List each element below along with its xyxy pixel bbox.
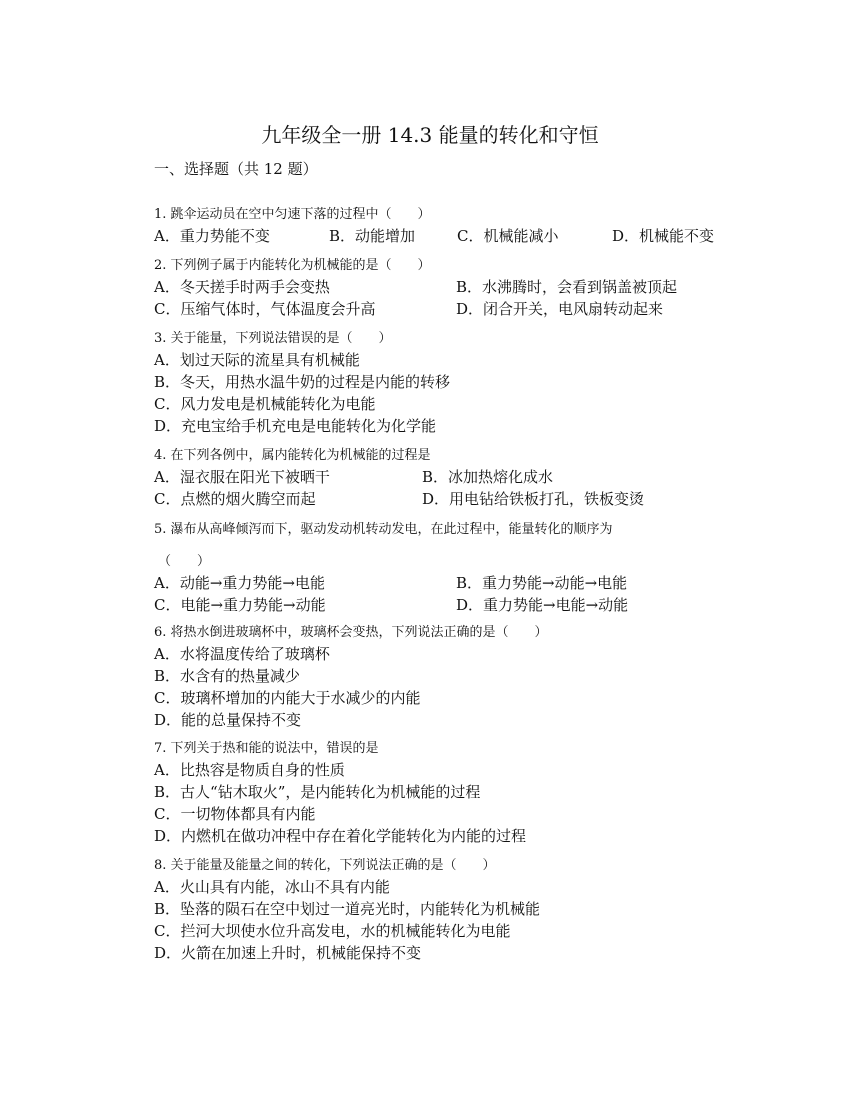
option-d: D．闭合开关，电风扇转动起来 bbox=[456, 300, 664, 318]
question-stem: 2. 下列例子属于内能转化为机械能的是（ ） bbox=[154, 258, 431, 273]
question-5 bbox=[154, 520, 754, 616]
option-c: C．电能→重力势能→动能 bbox=[154, 596, 326, 614]
option-row bbox=[154, 594, 754, 616]
option-row bbox=[154, 276, 754, 298]
question-stem-continued: （ ） bbox=[158, 554, 211, 569]
question-6 bbox=[154, 623, 754, 731]
option-c: C．风力发电是机械能转化为电能 bbox=[154, 395, 376, 413]
question-8 bbox=[154, 856, 754, 964]
option-a: A．湿衣服在阳光下被晒干 bbox=[154, 468, 330, 486]
option-d: D．充电宝给手机充电是电能转化为化学能 bbox=[154, 417, 437, 435]
option-a: A．火山具有内能，冰山不具有内能 bbox=[154, 878, 390, 896]
option-b: B．水沸腾时，会看到锅盖被顶起 bbox=[456, 278, 678, 296]
question-4 bbox=[154, 446, 754, 510]
option-a: A．动能→重力势能→电能 bbox=[154, 574, 325, 592]
question-stem: 7. 下列关于热和能的说法中，错误的是 bbox=[154, 741, 379, 756]
question-stem: 4. 在下列各例中，属内能转化为机械能的过程是 bbox=[154, 448, 431, 463]
option-a: A．比热容是物质自身的性质 bbox=[154, 761, 345, 779]
document-title: 九年级全一册 14.3 能量的转化和守恒 bbox=[261, 123, 599, 147]
option-d: D．重力势能→电能→动能 bbox=[456, 596, 629, 614]
option-a: A．划过天际的流星具有机械能 bbox=[154, 351, 360, 369]
option-b: B．古人“钻木取火”，是内能转化为机械能的过程 bbox=[154, 783, 481, 801]
question-stem: 6. 将热水倒进玻璃杯中，玻璃杯会变热，下列说法正确的是（ ） bbox=[154, 625, 548, 640]
option-b: B．坠落的陨石在空中划过一道亮光时，内能转化为机械能 bbox=[154, 900, 541, 918]
question-stem: 5. 瀑布从高峰倾泻而下，驱动发动机转动发电，在此过程中，能量转化的顺序为 bbox=[154, 522, 613, 537]
option-a: A．冬天搓手时两手会变热 bbox=[154, 278, 330, 296]
option-row bbox=[154, 298, 754, 320]
option-c: C．点燃的烟火腾空而起 bbox=[154, 490, 316, 508]
question-3 bbox=[154, 329, 754, 437]
option-row bbox=[154, 488, 754, 510]
option-d: D．能的总量保持不变 bbox=[154, 711, 302, 729]
option-d: D．火箭在加速上升时，机械能保持不变 bbox=[154, 944, 422, 962]
option-b: B．冰加热熔化成水 bbox=[422, 468, 554, 486]
option-a: A．重力势能不变 bbox=[154, 227, 270, 245]
option-c: C．玻璃杯增加的内能大于水减少的内能 bbox=[154, 689, 421, 707]
option-d: D．机械能不变 bbox=[612, 227, 715, 245]
option-row bbox=[154, 466, 754, 488]
option-b: B．动能增加 bbox=[329, 227, 416, 245]
option-row bbox=[154, 572, 754, 594]
section-heading: 一、选择题（共 12 题） bbox=[154, 160, 318, 178]
question-7 bbox=[154, 739, 754, 847]
option-b: B．冬天，用热水温牛奶的过程是内能的转移 bbox=[154, 373, 451, 391]
question-2 bbox=[154, 256, 754, 320]
option-row bbox=[154, 225, 754, 247]
question-stem: 3. 关于能量，下列说法错误的是（ ） bbox=[154, 331, 392, 346]
option-c: C．机械能减小 bbox=[457, 227, 559, 245]
option-c: C．一切物体都具有内能 bbox=[154, 805, 316, 823]
question-1 bbox=[154, 205, 754, 247]
option-b: B．重力势能→动能→电能 bbox=[456, 574, 628, 592]
option-c: C．压缩气体时，气体温度会升高 bbox=[154, 300, 376, 318]
option-a: A．水将温度传给了玻璃杯 bbox=[154, 645, 330, 663]
option-d: D．内燃机在做功冲程中存在着化学能转化为内能的过程 bbox=[154, 827, 527, 845]
option-b: B．水含有的热量减少 bbox=[154, 667, 301, 685]
option-d: D．用电钻给铁板打孔，铁板变烫 bbox=[422, 490, 645, 508]
question-stem: 8. 关于能量及能量之间的转化，下列说法正确的是（ ） bbox=[154, 858, 496, 873]
question-stem: 1. 跳伞运动员在空中匀速下落的过程中（ ） bbox=[154, 207, 431, 222]
option-c: C．拦河大坝使水位升高发电，水的机械能转化为电能 bbox=[154, 922, 511, 940]
